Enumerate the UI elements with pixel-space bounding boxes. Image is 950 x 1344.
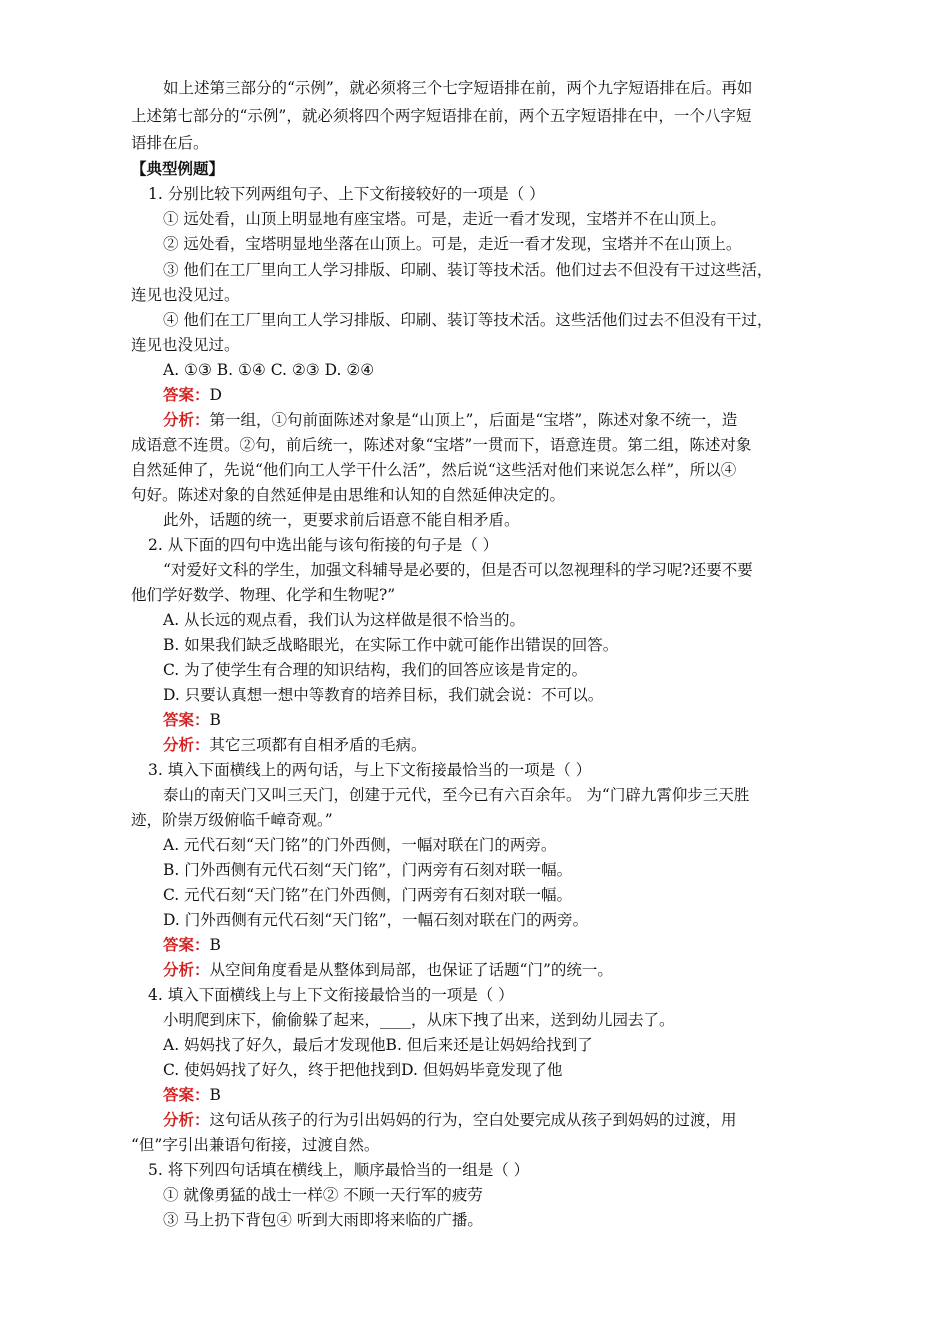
q1-analysis [163, 410, 737, 430]
analysis-text: 第一组，①句前面陈述对象是“山顶上”，后面是“宝塔”，陈述对象不统一，造 [209, 411, 738, 429]
question-5: 5. 将下列四句话填在横线上，顺序最恰当的一组是（ ） [148, 1161, 530, 1179]
analysis-text: 其它三项都有自相矛盾的毛病。 [209, 736, 427, 754]
intro-line-2: 上述第七部分的“示例”，就必须将四个两字短语排在前，两个五字短语排在中，一个八字短 [131, 107, 752, 125]
answer-label: 答案： [163, 710, 210, 729]
q2-option-a: A. 从长远的观点看，我们认为这样做是很不恰当的。 [163, 611, 526, 629]
q5-sentences-34: ③ 马上扔下背包④ 听到大雨即将来临的广播。 [163, 1211, 483, 1229]
question-2: 2. 从下面的四句中选出能与该句衔接的句子是（ ） [148, 536, 499, 554]
q1-sentence-4: ④ 他们在工厂里向工人学习排版、印刷、装订等技术活。这些活他们过去不但没有干过， [163, 311, 773, 329]
q1-analysis-3: 自然延伸了，先说“他们向工人学干什么活”，然后说“这些活对他们来说怎么样”，所以④ [131, 461, 737, 479]
q1-analysis-4: 句好。陈述对象的自然延伸是由思维和认知的自然延伸决定的。 [131, 486, 566, 504]
q3-analysis [163, 960, 613, 980]
question-3: 3. 填入下面横线上的两句话，与上下文衔接最恰当的一项是（ ） [148, 761, 592, 779]
q2-option-b: B. 如果我们缺乏战略眼光，在实际工作中就可能作出错误的回答。 [163, 636, 619, 654]
analysis-label: 分析： [163, 410, 210, 429]
q4-answer [163, 1085, 221, 1105]
q2-analysis [163, 735, 427, 755]
q1-sentence-3: ③ 他们在工厂里向工人学习排版、印刷、装订等技术活。他们过去不但没有干过这些活， [163, 261, 773, 279]
q1-sentence-3-cont: 连见也没见过。 [131, 286, 240, 304]
analysis-text: 这句话从孩子的行为引出妈妈的行为，空白处要完成从孩子到妈妈的过渡，用 [209, 1111, 737, 1129]
q1-sentence-2: ② 远处看，宝塔明显地坐落在山顶上。可是，走近一看才发现，宝塔并不在山顶上。 [163, 235, 742, 253]
analysis-label: 分析： [163, 735, 210, 754]
q4-options-ab: A. 妈妈找了好久，最后才发现他B. 但后来还是让妈妈给找到了 [163, 1036, 593, 1054]
analysis-text: 从空间角度看是从整体到局部，也保证了话题“门”的统一。 [209, 961, 613, 979]
q3-stem-2: 迹，阶崇万级俯临千嶂奇观。” [131, 811, 333, 829]
answer-value: B [209, 711, 221, 729]
q4-options-cd: C. 使妈妈找了好久，终于把他找到D. 但妈妈毕竟发现了他 [163, 1061, 563, 1079]
q1-options: A. ①③ B. ①④ C. ②③ D. ②④ [163, 361, 375, 379]
q1-answer [163, 385, 222, 405]
q3-answer [163, 935, 221, 955]
q2-option-d: D. 只要认真想一想中等教育的培养目标，我们就会说：不可以。 [163, 686, 604, 704]
q3-option-b: B. 门外西侧有元代石刻“天门铭”，门两旁有石刻对联一幅。 [163, 861, 573, 879]
q3-stem-1: 泰山的南天门又叫三天门，创建于元代，至今已有六百余年。 为“门辟九霄仰步三天胜 [163, 786, 750, 804]
intro-line-3: 语排在后。 [131, 134, 209, 152]
q1-analysis-5: 此外，话题的统一，更要求前后语意不能自相矛盾。 [163, 511, 520, 529]
q3-option-a: A. 元代石刻“天门铭”的门外西侧，一幅对联在门的两旁。 [163, 836, 557, 854]
answer-value: B [209, 936, 221, 954]
intro-line-1: 如上述第三部分的“示例”，就必须将三个七字短语排在前，两个九字短语排在后。再如 [163, 79, 753, 97]
q2-answer [163, 710, 221, 730]
answer-value: D [209, 386, 222, 404]
q3-option-d: D. 门外西侧有元代石刻“天门铭”，一幅石刻对联在门的两旁。 [163, 911, 589, 929]
q2-stem-2: 他们学好数学、物理、化学和生物呢?” [131, 586, 396, 604]
analysis-label: 分析： [163, 960, 210, 979]
q4-analysis [163, 1110, 737, 1130]
q4-analysis-2: “但”字引出兼语句衔接，过渡自然。 [131, 1136, 380, 1154]
q1-sentence-1: ① 远处看，山顶上明显地有座宝塔。可是，走近一看才发现，宝塔并不在山顶上。 [163, 210, 726, 228]
answer-label: 答案： [163, 935, 210, 954]
section-heading: 【典型例题】 [131, 159, 225, 178]
q2-stem-1: “对爱好文科的学生，加强文科辅导是必要的，但是否可以忽视理科的学习呢?还要不要 [163, 561, 753, 579]
answer-label: 答案： [163, 385, 210, 404]
q3-option-c: C. 元代石刻“天门铭”在门外西侧，门两旁有石刻对联一幅。 [163, 886, 573, 904]
q1-sentence-4-cont: 连见也没见过。 [131, 336, 240, 354]
question-1: 1. 分别比较下列两组句子、上下文衔接较好的一项是（ ） [148, 185, 545, 203]
q5-sentences-12: ① 就像勇猛的战士一样② 不顾一天行军的疲劳 [163, 1186, 483, 1204]
answer-value: B [209, 1086, 221, 1104]
q2-option-c: C. 为了使学生有合理的知识结构，我们的回答应该是肯定的。 [163, 661, 588, 679]
q4-stem: 小明爬到床下，偷偷躲了起来，____，从床下拽了出来，送到幼儿园去了。 [163, 1011, 675, 1029]
answer-label: 答案： [163, 1085, 210, 1104]
question-4: 4. 填入下面横线上与上下文衔接最恰当的一项是（ ） [148, 986, 514, 1004]
analysis-label: 分析： [163, 1110, 210, 1129]
q1-analysis-2: 成语意不连贯。②句，前后统一，陈述对象“宝塔”一贯而下，语意连贯。第二组，陈述对象 [131, 436, 752, 454]
